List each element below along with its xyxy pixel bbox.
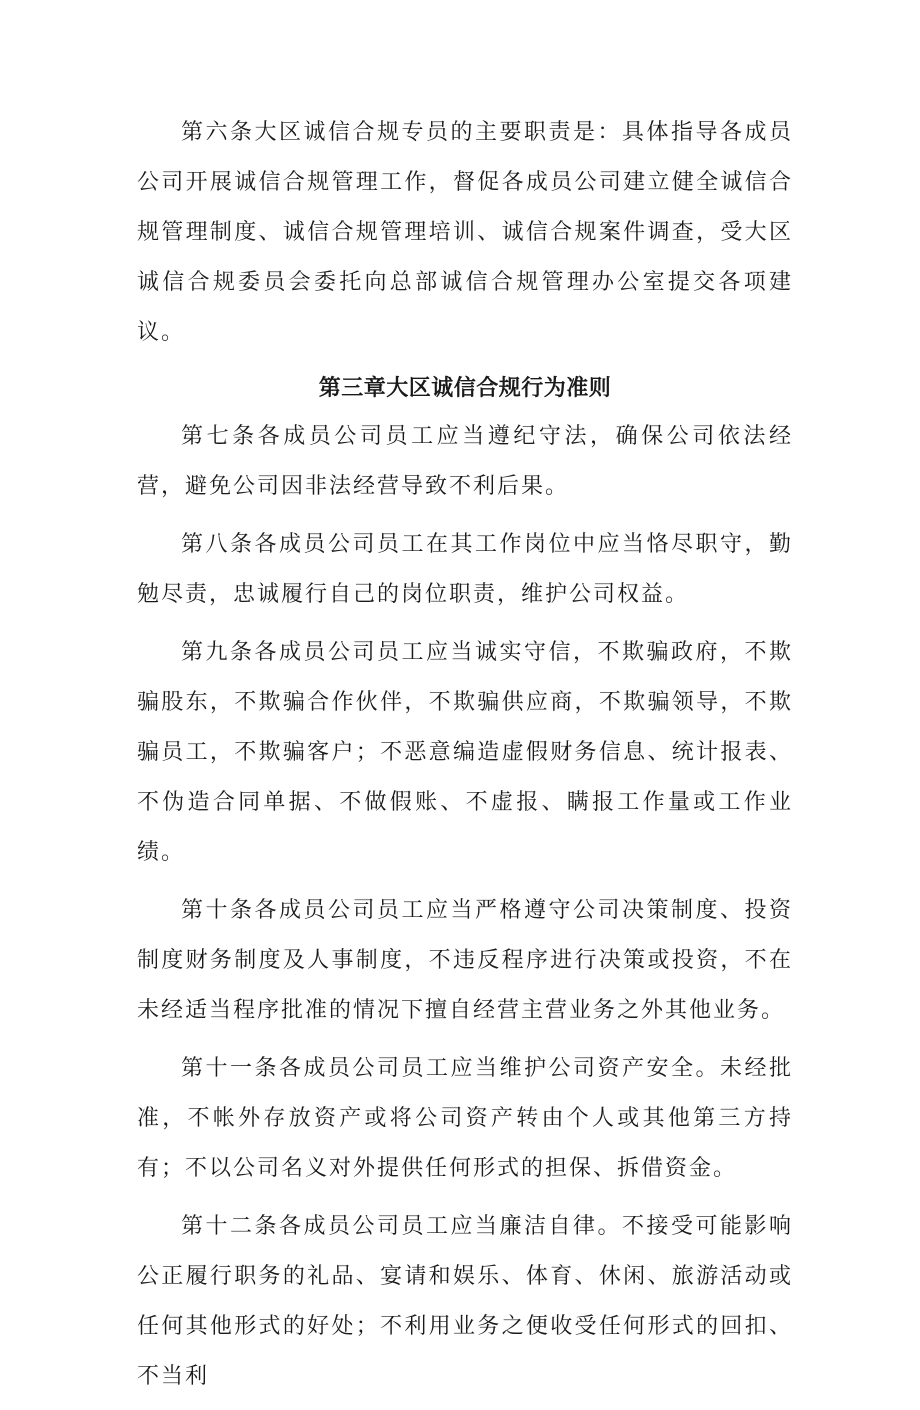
article-9-paragraph: 第九条各成员公司员工应当诚实守信，不欺骗政府，不欺骗股东，不欺骗合作伙伴，不欺骗供应商，不欺骗领导，不欺骗员工，不欺骗客户；不恶意编造虚假财务信息、统计报表、不伪造合同单据、不做假账、不虚报、瞒报工作量或工作业绩。 <box>137 640 793 865</box>
article-7-paragraph: 第七条各成员公司员工应当遵纪守法，确保公司依法经营，避免公司因非法经营导致不利后果。 <box>137 424 793 499</box>
article-6-paragraph: 第六条大区诚信合规专员的主要职责是：具体指导各成员公司开展诚信合规管理工作，督促各成员公司建立健全诚信合规管理制度、诚信合规管理培训、诚信合规案件调查，受大区诚信合规委员会委托向总部诚信合规管理办公室提交各项建议。 <box>137 120 793 345</box>
article-8-paragraph: 第八条各成员公司员工在其工作岗位中应当恪尽职守，勤勉尽责，忠诚履行自己的岗位职责，维护公司权益。 <box>137 532 793 607</box>
document-body <box>137 108 793 1410</box>
article-11-paragraph: 第十一条各成员公司员工应当维护公司资产安全。未经批准，不帐外存放资产或将公司资产转由个人或其他第三方持有；不以公司名义对外提供任何形式的担保、拆借资金。 <box>137 1056 793 1181</box>
article-10-paragraph: 第十条各成员公司员工应当严格遵守公司决策制度、投资制度财务制度及人事制度，不违反程序进行决策或投资，不在未经适当程序批准的情况下擅自经营主营业务之外其他业务。 <box>137 898 793 1023</box>
chapter-heading: 第三章大区诚信合规行为准则 <box>318 376 612 401</box>
article-12-paragraph: 第十二条各成员公司员工应当廉洁自律。不接受可能影响公正履行职务的礼品、宴请和娱乐、体育、休闲、旅游活动或任何其他形式的好处；不利用业务之便收受任何形式的回扣、不当利 <box>137 1214 793 1389</box>
